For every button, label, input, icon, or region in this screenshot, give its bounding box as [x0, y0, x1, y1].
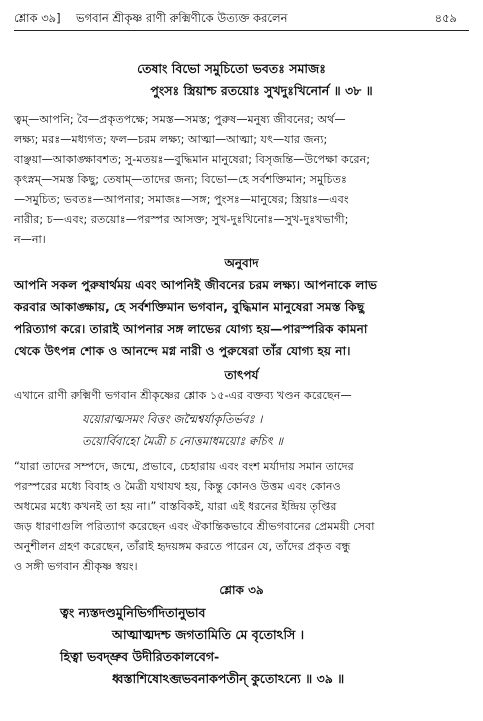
- sanskrit-quote: [14, 408, 469, 452]
- translation-line: পরিত্যাগ করে। তারাই আপনার সঙ্গ লাভের যোগ্য হয়—পারস্পরিক কামনা: [14, 322, 368, 336]
- verse-39-line-3: হিত্বা ভবদ্ভ্রুব উদীরিতকালবেগ-: [60, 649, 220, 664]
- synonyms: [14, 110, 469, 250]
- verse-39-line-2: আত্মাত্মদশ্চ জগতামিতি মে বৃতোঽসি ।: [112, 627, 305, 642]
- translation: [14, 274, 469, 362]
- verse-38-line-2: পুংসঃ স্ত্রিয়াশ্চ রতয়োঃ সুখদুঃখিনোর্ন ॥ ৩৮ ॥: [150, 83, 373, 98]
- header-chapter-title: ভগবান শ্রীকৃষ্ণ রাণী রুক্মিণীকে উত্যক্ত করলেন: [76, 11, 288, 25]
- purport-heading: তাৎপর্য: [224, 368, 259, 382]
- purport-intro: এখানে রাণী রুক্মিণী ভগবান শ্রীকৃষ্ণের শ্লোক ১৫-এর বক্তব্য খণ্ডন করেছেন—: [14, 389, 352, 402]
- translation-line: থেকে উৎপন্ন শোক ও আনন্দে মগ্ন নারী ও পুরুষেরা তাঁর যোগ্য হয় না।: [14, 344, 351, 358]
- verse-38-line-1: তেষাং বিভো সমুচিতো ভবতঃ সমাজঃ: [137, 61, 326, 76]
- translation-line: আপনি সকল পুরুষার্থময় এবং আপনিই জীবনের চরম লক্ষ্য। আপনাকে লাভ: [14, 278, 378, 292]
- purport-line: অনুশীলন গ্রহণ করেছেন, তাঁরাই হৃদয়ঙ্গম করতে পারেন যে, তাঁদের প্রকৃত বন্ধু: [14, 540, 351, 553]
- translation-line: করবার আকাঙ্ক্ষায়, হে সর্বশক্তিমান ভগবান, বুদ্ধিমান মানুষেরা সমস্ত কিছু: [14, 300, 365, 314]
- verse-39-heading: শ্লোক ৩৯: [219, 583, 264, 597]
- synonym-line: কৃৎস্নম্—সমস্ত কিছু; তেষাম্—তাদের জন্য; বিভো—হে সর্বশক্তিমান; সমুচিতঃ: [14, 173, 347, 186]
- quote-line-2: তয়োর্বিবাহো মৈত্রী চ নোত্তমাধময়োঃ ক্বচিৎ ॥: [82, 434, 283, 448]
- purport-body: [14, 457, 469, 577]
- purport-line: ও সঙ্গী ভগবান শ্রীকৃষ্ণ স্বয়ং।: [14, 560, 138, 573]
- purport-line: অধমের মধ্যে কখনই তা হয় না।” বাস্তবিকই, যারা এই ধরনের ইন্দ্রিয় তৃপ্তির: [14, 500, 337, 513]
- translation-heading: অনুবাদ: [224, 256, 259, 270]
- quote-line-1: যয়োরাত্মসমং বিত্তং জন্মৈশ্বর্যাকৃতির্ভবঃ ।: [82, 412, 263, 426]
- synonym-line: বাঞ্ছয়া—আকাঙ্ক্ষাবশত; সু-মতয়ঃ—বুদ্ধিমান মানুষেরা; বিসৃজন্তি—উপেক্ষা করেন;: [14, 153, 371, 166]
- verse-38: [14, 58, 469, 102]
- purport-line: পরস্পরের মধ্যে বিবাহ ও মৈত্রী যথাযথ হয়, কিন্তু কোনও উত্তম এবং কোনও: [14, 480, 341, 493]
- synonym-line: নারীর; চ—এবং; রতয়োঃ—পরস্পর আসক্ত; সুখ-দুঃখিনোঃ—সুখ-দুঃখভাগী;: [14, 213, 349, 226]
- header-verse-ref: শ্লোক ৩৯]: [14, 11, 61, 25]
- running-header: [14, 8, 469, 31]
- synonym-line: লক্ষ্য; মরঃ—মধ্যগত; ফল—চরম লক্ষ্য; আত্মা—আত্মা; যৎ—যার জন্য;: [14, 133, 328, 146]
- synonym-line: ত্বম্—আপনি; বৈ—প্রকৃতপক্ষে; সমস্ত—সমস্ত; পুরুষ—মনুষ্য জীবনের; অর্থ—: [14, 113, 346, 126]
- synonym-line: —সমুচিত; ভবতঃ—আপনার; সমাজঃ—সঙ্গ; পুংসঃ—মানুষের; স্ত্রিয়াঃ—এবং: [14, 193, 349, 206]
- purport-line: জড় ধারণাগুলি পরিত্যাগ করেছেন এবং ঐকান্তিকভাবে শ্রীভগবানের প্রেমময়ী সেবা: [14, 520, 375, 533]
- verse-39-line-1: ত্বং ন্যস্তদণ্ডমুনিভির্গদিতানুভাব: [60, 605, 206, 620]
- verse-39: [14, 602, 469, 690]
- header-page-number: ৪৫৯: [434, 11, 457, 25]
- verse-39-line-4: ধ্বস্তাশিষোঽব্জভবনাকপতীন্ কুতোঽন্যে ॥ ৩৯ ॥: [112, 671, 345, 686]
- synonym-line: ন—না।: [14, 233, 46, 246]
- purport-line: “যারা তাদের সম্পদে, জন্মে, প্রভাবে, চেহারায় এবং বংশ মর্যাদায় সমান তাদের: [14, 460, 354, 473]
